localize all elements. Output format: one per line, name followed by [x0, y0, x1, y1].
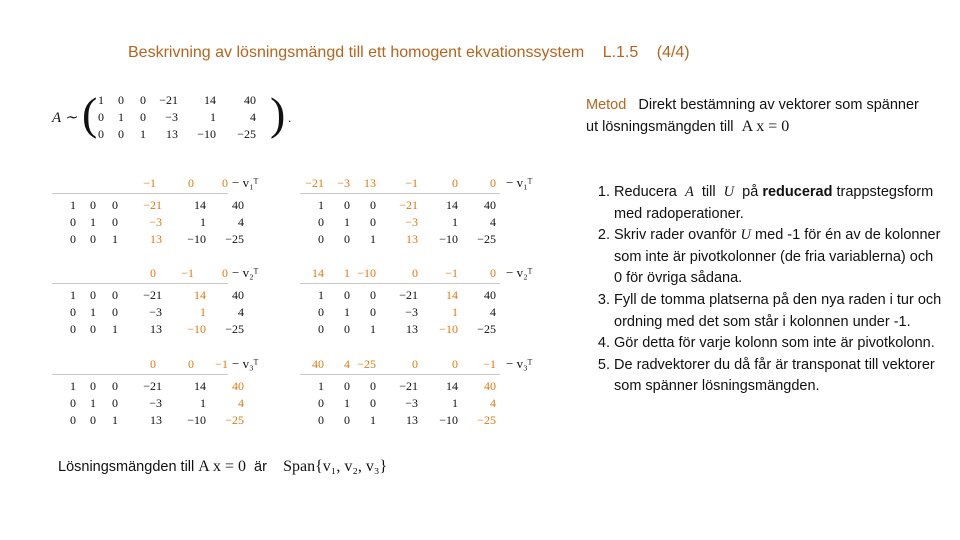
matrix-cell: −10 [439, 232, 458, 246]
matrix-cell: 0 [70, 413, 76, 427]
matrix-cell: 1 [370, 413, 376, 427]
matrix-cell: 0 [112, 215, 118, 229]
right-paren: ) [270, 88, 286, 139]
solution-mid: är [254, 459, 267, 475]
top-row-cell: 0 [150, 266, 156, 280]
top-row-cell: −1 [445, 266, 458, 280]
separator-line [300, 193, 500, 194]
top-row-cell: 40 [312, 357, 324, 371]
a-matrix-cell: 0 [140, 93, 146, 107]
matrix-cell: 0 [112, 396, 118, 410]
matrix-cell: 0 [370, 305, 376, 319]
matrix-cell: 0 [70, 232, 76, 246]
matrix-cell: 0 [112, 288, 118, 302]
matrix-cell: 1 [344, 305, 350, 319]
a-matrix-cell: −25 [237, 127, 256, 141]
matrix-cell: 0 [344, 198, 350, 212]
top-row-cell: 4 [344, 357, 350, 371]
matrix-cell: 0 [90, 413, 96, 427]
row-vector-label: − v₃ᵀ [232, 356, 259, 371]
top-row-cell: 0 [150, 357, 156, 371]
top-row-cell: 0 [452, 357, 458, 371]
step-2 [614, 225, 942, 290]
matrix-cell: 1 [200, 305, 206, 319]
matrix-cell: 0 [90, 232, 96, 246]
matrix-cell: 1 [90, 305, 96, 319]
matrix-cell: 4 [238, 305, 244, 319]
a-matrix-cell: −21 [159, 93, 178, 107]
top-row-cell: −1 [181, 266, 194, 280]
top-row-cell: 0 [222, 266, 228, 280]
matrix-cell: 40 [232, 288, 244, 302]
step-1-math-a: A [684, 184, 694, 200]
slide-title [128, 44, 690, 62]
a-matrix-cell: 1 [98, 93, 104, 107]
matrix-cell: 1 [112, 413, 118, 427]
matrix-cell: 13 [406, 413, 418, 427]
matrix-cell: 1 [370, 322, 376, 336]
method-label: Metod [586, 97, 627, 113]
matrix-cell: −25 [477, 322, 496, 336]
step-3-text: Fyll de tomma platserna på den nya raden i tur och ordning med det som står i kolonnen under -1. [614, 291, 942, 330]
method-description [586, 95, 926, 138]
matrix-cell: 0 [112, 198, 118, 212]
a-matrix-cell: 1 [210, 110, 216, 124]
matrix-cell: 1 [200, 396, 206, 410]
step-2-math-u: U [740, 227, 752, 244]
matrix-cell: 13 [150, 232, 162, 246]
matrix-cell: −3 [405, 396, 418, 410]
reduction-matrix [52, 264, 292, 340]
matrix-cell: 0 [318, 215, 324, 229]
matrix-cell: 1 [318, 379, 324, 393]
matrix-cell: 1 [70, 379, 76, 393]
matrix-cell: 4 [238, 215, 244, 229]
matrix-cell: 1 [370, 232, 376, 246]
reduction-matrix [300, 174, 540, 250]
a-matrix-cell: 0 [98, 110, 104, 124]
top-row-cell: 0 [412, 266, 418, 280]
top-row-cell: 0 [188, 176, 194, 190]
solution-span: Span{v₁, v₂, v₃} [283, 458, 388, 475]
matrix-cell: 4 [490, 215, 496, 229]
matrix-cell: −21 [399, 379, 418, 393]
title-main: Beskrivning av lösningsmängd till ett homogent ekvationssystem [128, 44, 585, 61]
matrix-cell: −3 [149, 396, 162, 410]
separator-line [300, 283, 500, 284]
top-row-cell: −25 [357, 357, 376, 371]
matrix-cell: 1 [452, 305, 458, 319]
matrix-cell: 0 [370, 215, 376, 229]
matrix-cell: 14 [446, 288, 458, 302]
separator-line [300, 374, 500, 375]
top-row-cell: 14 [312, 266, 324, 280]
matrix-cell: 14 [446, 379, 458, 393]
matrix-cell: −25 [477, 232, 496, 246]
matrix-cell: −25 [225, 322, 244, 336]
matrix-cell: −3 [149, 215, 162, 229]
matrix-cell: 13 [406, 232, 418, 246]
a-matrix-cell: 0 [118, 127, 124, 141]
matrix-cell: 0 [370, 379, 376, 393]
matrix-cell: 0 [70, 305, 76, 319]
matrix-cell: 1 [90, 215, 96, 229]
a-matrix-cell: −3 [165, 110, 178, 124]
step-4 [614, 333, 942, 355]
matrix-cell: 40 [484, 198, 496, 212]
separator-line [52, 193, 228, 194]
top-row-cell: −1 [215, 357, 228, 371]
top-row-cell: 0 [188, 357, 194, 371]
matrix-cell: 0 [318, 232, 324, 246]
row-vector-label: − v₁ᵀ [232, 175, 259, 190]
matrix-cell: 0 [90, 322, 96, 336]
top-row-cell: 1 [344, 266, 350, 280]
steps-list [586, 182, 942, 398]
step-1-bold: reducerad [762, 184, 833, 200]
step-3 [614, 290, 942, 333]
matrix-cell: 0 [318, 413, 324, 427]
top-row-cell: −1 [405, 176, 418, 190]
matrix-cell: 14 [194, 198, 206, 212]
matrix-cell: −10 [439, 413, 458, 427]
matrix-cell: 0 [344, 232, 350, 246]
title-page: (4/4) [656, 44, 690, 61]
step-2-text-a: Skriv rader ovanför [614, 227, 737, 244]
matrix-cell: 1 [318, 288, 324, 302]
matrix-cell: 1 [344, 215, 350, 229]
row-vector-label: − v₁ᵀ [506, 175, 533, 190]
a-matrix-trailing: . [288, 110, 292, 125]
matrix-cell: 1 [452, 215, 458, 229]
step-4-text: Gör detta för varje kolonn som inte är pivotkolonn. [614, 335, 935, 352]
left-paren: ( [82, 88, 98, 139]
a-matrix-cell: 14 [204, 93, 216, 107]
matrix-cell: 0 [112, 305, 118, 319]
a-matrix-cell: 0 [118, 93, 124, 107]
reduction-matrix [52, 355, 292, 431]
step-1 [614, 182, 942, 225]
matrix-cell: 1 [200, 215, 206, 229]
matrix-cell: −10 [187, 322, 206, 336]
top-row-cell: −1 [483, 357, 496, 371]
matrix-cell: 14 [194, 379, 206, 393]
matrix-cell: 0 [90, 288, 96, 302]
matrix-cell: −21 [143, 379, 162, 393]
a-matrix-cell: 40 [244, 93, 256, 107]
top-row-cell: 13 [364, 176, 376, 190]
matrix-cell: −10 [187, 413, 206, 427]
matrix-cell: 0 [70, 215, 76, 229]
a-matrix-cell: 1 [140, 127, 146, 141]
matrix-cell: 0 [344, 288, 350, 302]
reduction-matrix [300, 264, 540, 340]
matrix-cell: 13 [150, 322, 162, 336]
matrix-cell: −3 [405, 305, 418, 319]
matrix-cell: −21 [143, 198, 162, 212]
a-matrix-lhs: A ∼ [52, 110, 78, 126]
matrix-cell: 0 [70, 396, 76, 410]
matrix-cell: 1 [112, 322, 118, 336]
a-matrix-cell: 1 [118, 110, 124, 124]
a-matrix-cell: −10 [197, 127, 216, 141]
step-1-text-c: på [742, 184, 759, 200]
step-1-text-d: trappstegsform med radoperationer. [614, 184, 934, 222]
matrix-cell: 0 [318, 305, 324, 319]
matrix-cell: 1 [452, 396, 458, 410]
matrix-cell: 40 [484, 288, 496, 302]
method-eq: A x = 0 [741, 118, 790, 135]
matrix-cell: 40 [232, 379, 244, 393]
top-row-cell: 0 [452, 176, 458, 190]
matrix-cell: 0 [370, 198, 376, 212]
reduction-matrix [52, 174, 292, 250]
matrix-cell: 0 [112, 379, 118, 393]
row-vector-label: − v₂ᵀ [506, 265, 533, 280]
step-1-math-u: U [723, 184, 735, 200]
top-row-cell: 0 [490, 176, 496, 190]
top-row-cell: 0 [412, 357, 418, 371]
matrix-cell: 40 [232, 198, 244, 212]
matrix-cell: 0 [90, 198, 96, 212]
matrix-cell: 1 [70, 198, 76, 212]
matrix-cell: −25 [225, 232, 244, 246]
step-1-text-a: Reducera [614, 184, 677, 200]
a-matrix-cell: 0 [140, 110, 146, 124]
title-ref: L.1.5 [602, 44, 639, 61]
matrix-cell: −10 [187, 232, 206, 246]
step-1-text-b: till [701, 184, 716, 200]
step-2-text-b: med -1 för én av de kolonner som inte är pivotkolonner (de fria variablerna) och 0 för övriga sådana. [614, 227, 941, 287]
matrix-cell: 4 [490, 396, 496, 410]
matrix-cell: −3 [405, 215, 418, 229]
matrix-cell: 4 [490, 305, 496, 319]
matrix-cell: −3 [149, 305, 162, 319]
matrix-cell: 14 [194, 288, 206, 302]
top-row-cell: −1 [143, 176, 156, 190]
matrix-cell: 1 [112, 232, 118, 246]
matrix-cell: −21 [143, 288, 162, 302]
top-row-cell: 0 [490, 266, 496, 280]
matrix-cell: −21 [399, 198, 418, 212]
reduction-matrix [300, 355, 540, 431]
matrix-cell: 14 [446, 198, 458, 212]
step-5 [614, 355, 942, 398]
matrix-cell: 1 [90, 396, 96, 410]
row-vector-label: − v₂ᵀ [232, 265, 259, 280]
matrix-cell: 13 [406, 322, 418, 336]
solution-prefix: Lösningsmängden till [58, 459, 195, 475]
matrix-cell: 13 [150, 413, 162, 427]
matrix-cell: −10 [439, 322, 458, 336]
matrix-cell: −25 [477, 413, 496, 427]
top-row-cell: −3 [337, 176, 350, 190]
top-row-cell: −10 [357, 266, 376, 280]
matrix-cell: −21 [399, 288, 418, 302]
matrix-cell: 0 [344, 322, 350, 336]
a-matrix-cell: 13 [166, 127, 178, 141]
matrix-cell: 4 [238, 396, 244, 410]
row-vector-label: − v₃ᵀ [506, 356, 533, 371]
matrix-cell: 0 [318, 396, 324, 410]
top-row-cell: 0 [222, 176, 228, 190]
matrix-cell: 0 [370, 288, 376, 302]
a-matrix-cell: 4 [250, 110, 256, 124]
matrix-cell: 0 [370, 396, 376, 410]
top-row-cell: −21 [305, 176, 324, 190]
matrix-cell: 0 [70, 322, 76, 336]
matrix-cell: 0 [344, 379, 350, 393]
matrix-cell: 1 [344, 396, 350, 410]
matrix-cell: 1 [70, 288, 76, 302]
matrix-cell: 0 [90, 379, 96, 393]
matrix-cell: 40 [484, 379, 496, 393]
solution-statement [58, 458, 387, 476]
matrix-cell: 1 [318, 198, 324, 212]
separator-line [52, 374, 228, 375]
matrix-cell: 0 [344, 413, 350, 427]
step-5-text: De radvektorer du då får är transponat till vektorer som spänner lösningsmängden. [614, 356, 935, 395]
method-text: Direkt bestämning av vektorer som spänner ut lösningsmängden till [586, 97, 919, 135]
solution-eq: A x = 0 [198, 458, 246, 475]
a-matrix-cell: 0 [98, 127, 104, 141]
matrix-cell: 0 [318, 322, 324, 336]
separator-line [52, 283, 228, 284]
matrix-cell: −25 [225, 413, 244, 427]
